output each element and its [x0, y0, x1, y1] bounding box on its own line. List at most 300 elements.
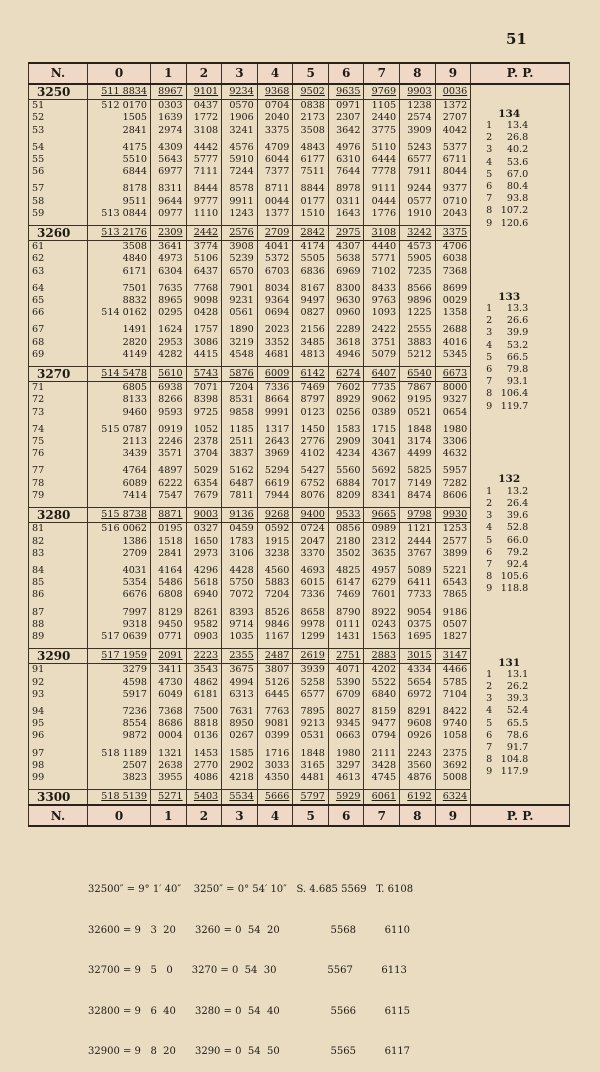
- log-value-cell: 3618: [328, 337, 364, 349]
- row-number: 77: [29, 465, 88, 477]
- log-value-cell: 5750: [222, 577, 258, 589]
- log-value-cell: 3375: [435, 226, 471, 241]
- pp-value: 26.4: [506, 497, 529, 509]
- log-value-cell: 8044: [435, 166, 471, 183]
- log-value-cell: 6407: [364, 367, 400, 382]
- log-value-cell: 5929: [328, 790, 364, 806]
- log-value-cell: 7778: [364, 166, 400, 183]
- log-value-cell: 4071: [328, 664, 364, 677]
- log-value-cell: 7867: [400, 382, 436, 395]
- log-value-cell: 5905: [400, 253, 436, 265]
- pp-digit: 3: [486, 693, 493, 705]
- table-body: [29, 84, 570, 805]
- pp-digit: 5: [486, 351, 493, 363]
- log-value-cell: 4973: [151, 253, 187, 265]
- header-cell: 4: [257, 63, 293, 84]
- log-value-cell: 5243: [400, 142, 436, 154]
- log-value-cell: 5797: [293, 790, 329, 806]
- log-value-cell: 6313: [222, 689, 258, 706]
- log-value-cell: 9903: [400, 84, 436, 100]
- log-value-cell: 5486: [151, 577, 187, 589]
- pp-digit: 1: [486, 485, 493, 497]
- log-value-cell: 2953: [151, 337, 187, 349]
- log-value-cell: 6570: [222, 266, 258, 283]
- log-value-cell: 0029: [435, 295, 471, 307]
- pp-row: [474, 583, 566, 595]
- log-value-cell: 0136: [186, 730, 222, 747]
- pp-value: 79.8: [506, 364, 529, 376]
- footer-header-cell: 2: [186, 805, 222, 826]
- log-value-cell: 5221: [435, 565, 471, 577]
- pp-row: [474, 327, 566, 339]
- pp-value: 119.7: [500, 400, 529, 412]
- log-value-cell: 3106: [222, 548, 258, 565]
- log-value-cell: 8797: [293, 394, 329, 406]
- log-value-cell: 1695: [400, 631, 436, 649]
- log-value-cell: 7501: [87, 283, 150, 295]
- log-value-cell: 9244: [400, 183, 436, 195]
- footer-header-cell: 8: [400, 805, 436, 826]
- pp-value: 107.2: [500, 205, 529, 217]
- row-number: 72: [29, 394, 88, 406]
- log-value-cell: 1980: [328, 748, 364, 760]
- log-value-cell: 8433: [364, 283, 400, 295]
- log-value-cell: 4843: [293, 142, 329, 154]
- pp-row: [474, 181, 566, 193]
- log-value-cell: 9477: [364, 718, 400, 730]
- log-value-cell: 0311: [328, 196, 364, 208]
- pp-digit: 9: [486, 400, 493, 412]
- pp-value: 13.2: [506, 485, 529, 497]
- log-value-cell: 3015: [400, 649, 436, 664]
- log-value-cell: 2375: [435, 748, 471, 760]
- log-value-cell: 4613: [328, 772, 364, 790]
- row-number: 87: [29, 607, 88, 619]
- pp-difference: 131: [498, 656, 521, 669]
- pp-value: 67.0: [506, 168, 529, 180]
- pp-row: [474, 522, 566, 534]
- log-value-cell: 8034: [257, 283, 293, 295]
- log-value-cell: 3174: [400, 436, 436, 448]
- log-value-cell: 2113: [87, 436, 150, 448]
- pp-row: [474, 754, 566, 766]
- log-value-cell: 5654: [400, 677, 436, 689]
- pp-digit: 5: [486, 717, 493, 729]
- row-number: 61: [29, 241, 88, 254]
- log-value-cell: 4415: [186, 349, 222, 367]
- log-value-cell: 515 0787: [87, 424, 150, 436]
- log-value-cell: 3642: [328, 125, 364, 142]
- log-value-cell: 3807: [257, 664, 293, 677]
- log-value-cell: 2487: [257, 649, 293, 664]
- log-value-cell: 9858: [222, 407, 258, 424]
- log-value-cell: 0531: [293, 730, 329, 747]
- log-value-cell: 0327: [186, 523, 222, 536]
- row-number: 3250: [29, 84, 88, 100]
- log-value-cell: 0044: [257, 196, 293, 208]
- log-value-cell: 6487: [222, 478, 258, 490]
- row-number: 91: [29, 664, 88, 677]
- log-value-cell: 9186: [435, 607, 471, 619]
- pp-digit: 9: [486, 766, 493, 778]
- log-value-cell: 7763: [257, 706, 293, 718]
- pp-row: [474, 401, 566, 413]
- log-value-cell: 9268: [257, 508, 293, 523]
- log-value-cell: 5825: [400, 465, 436, 477]
- log-value-cell: 3908: [222, 241, 258, 254]
- pp-row: [474, 340, 566, 352]
- pp-row: [474, 388, 566, 400]
- log-value-cell: 4307: [328, 241, 364, 254]
- log-value-cell: 5403: [186, 790, 222, 806]
- pp-value: 13.4: [506, 119, 529, 131]
- log-value-cell: 9062: [364, 394, 400, 406]
- log-value-cell: 3508: [293, 125, 329, 142]
- pp-value: 66.5: [506, 351, 529, 363]
- log-value-cell: 6222: [151, 478, 187, 490]
- log-value-cell: 7336: [293, 589, 329, 606]
- log-value-cell: 517 1959: [87, 649, 150, 664]
- row-number: 66: [29, 307, 88, 324]
- log-value-cell: 514 0162: [87, 307, 150, 324]
- footnote-line: 32900 = 9 8 20 3290 = 0 54 50 5565 6117: [88, 1046, 411, 1057]
- log-value-cell: 1563: [364, 631, 400, 649]
- row-number: 97: [29, 748, 88, 760]
- log-value-cell: 5162: [222, 465, 258, 477]
- log-value-cell: 8291: [400, 706, 436, 718]
- log-value-cell: 4499: [400, 448, 436, 465]
- pp-value: 53.2: [506, 339, 529, 351]
- proportional-parts-block: [471, 649, 570, 806]
- pp-value: 78.6: [506, 729, 529, 741]
- table-row: [29, 465, 570, 477]
- row-number: 84: [29, 565, 88, 577]
- pp-row: [474, 571, 566, 583]
- log-value-cell: 8711: [257, 183, 293, 195]
- pp-digit: 5: [486, 534, 493, 546]
- log-value-cell: 4149: [87, 349, 150, 367]
- pp-value: 39.6: [506, 510, 529, 522]
- log-value-cell: 7895: [293, 706, 329, 718]
- log-value-cell: 0903: [186, 631, 222, 649]
- pp-value: 93.1: [506, 376, 529, 388]
- log-value-cell: 5258: [293, 677, 329, 689]
- pp-row: [474, 352, 566, 364]
- log-value-cell: 1776: [364, 208, 400, 226]
- log-value-cell: 8554: [87, 718, 150, 730]
- log-value-cell: 9213: [293, 718, 329, 730]
- log-value-cell: 5212: [400, 349, 436, 367]
- log-value-cell: 2243: [400, 748, 436, 760]
- log-value-cell: 1386: [87, 536, 150, 548]
- pp-value: 40.2: [506, 144, 529, 156]
- log-value-cell: 6673: [435, 367, 471, 382]
- log-value-cell: 2507: [87, 760, 150, 772]
- log-value-cell: 1915: [257, 536, 293, 548]
- log-value-cell: 512 0170: [87, 100, 150, 113]
- log-value-cell: 2047: [293, 536, 329, 548]
- log-value-cell: 6938: [151, 382, 187, 395]
- log-value-cell: 1110: [186, 208, 222, 226]
- log-value-cell: 518 5139: [87, 790, 150, 806]
- log-value-cell: 8978: [328, 183, 364, 195]
- log-value-cell: 5522: [364, 677, 400, 689]
- log-value-cell: 7244: [222, 166, 258, 183]
- log-value-cell: 1105: [364, 100, 400, 113]
- header-cell: 5: [293, 63, 329, 84]
- log-value-cell: 4598: [87, 677, 150, 689]
- log-value-cell: 5239: [222, 253, 258, 265]
- log-value-cell: 3767: [400, 548, 436, 565]
- log-value-cell: 4442: [186, 142, 222, 154]
- log-value-cell: 2246: [151, 436, 187, 448]
- pp-row: [474, 120, 566, 132]
- log-value-cell: 9318: [87, 619, 150, 631]
- log-value-cell: 5666: [257, 790, 293, 806]
- log-value-cell: 0654: [435, 407, 471, 424]
- log-value-cell: 4681: [257, 349, 293, 367]
- row-number: 98: [29, 760, 88, 772]
- log-value-cell: 3375: [257, 125, 293, 142]
- log-value-cell: 5560: [328, 465, 364, 477]
- log-value-cell: 4560: [257, 565, 293, 577]
- pp-value: 26.8: [506, 132, 529, 144]
- pp-digit: 1: [486, 668, 493, 680]
- log-value-cell: 8129: [151, 607, 187, 619]
- log-value-cell: 9872: [87, 730, 150, 747]
- log-value-cell: 2355: [222, 649, 258, 664]
- log-value-cell: 7282: [435, 478, 471, 490]
- log-value-cell: 4309: [151, 142, 187, 154]
- pp-value: 106.4: [500, 388, 529, 400]
- log-value-cell: 3165: [293, 760, 329, 772]
- log-value-cell: 4334: [400, 664, 436, 677]
- log-value-cell: 8686: [151, 718, 187, 730]
- pp-digit: 2: [486, 315, 493, 327]
- log-value-cell: 2309: [151, 226, 187, 241]
- log-value-cell: 5785: [435, 677, 471, 689]
- pp-value: 120.6: [500, 217, 529, 229]
- row-number: 65: [29, 295, 88, 307]
- log-value-cell: 4174: [293, 241, 329, 254]
- log-value-cell: 6676: [87, 589, 150, 606]
- log-value-cell: 5883: [257, 577, 293, 589]
- pp-row: [474, 169, 566, 181]
- log-value-cell: 2709: [87, 548, 150, 565]
- log-value-cell: 1783: [222, 536, 258, 548]
- log-value-cell: 0177: [293, 196, 329, 208]
- log-value-cell: 7733: [400, 589, 436, 606]
- pp-digit: 8: [486, 205, 493, 217]
- log-value-cell: 6015: [293, 577, 329, 589]
- log-value-cell: 8209: [328, 490, 364, 508]
- log-value-cell: 4946: [328, 349, 364, 367]
- header-cell: 1: [151, 63, 187, 84]
- log-value-cell: 4730: [151, 677, 187, 689]
- row-number: 82: [29, 536, 88, 548]
- log-value-cell: 6437: [186, 266, 222, 283]
- pp-row: [474, 510, 566, 522]
- log-value-cell: 6274: [328, 367, 364, 382]
- log-value-cell: 1848: [400, 424, 436, 436]
- log-value-cell: 5743: [186, 367, 222, 382]
- pp-row: [474, 486, 566, 498]
- log-value-cell: 3219: [222, 337, 258, 349]
- row-number: 63: [29, 266, 88, 283]
- pp-digit: 2: [486, 681, 493, 693]
- log-value-cell: 5910: [222, 154, 258, 166]
- log-value-cell: 8844: [293, 183, 329, 195]
- log-value-cell: 3147: [435, 649, 471, 664]
- log-value-cell: 0036: [435, 84, 471, 100]
- pp-value: 93.8: [506, 193, 529, 205]
- pp-digit: 4: [486, 339, 493, 351]
- log-value-cell: 3033: [257, 760, 293, 772]
- log-value-cell: 1827: [435, 631, 471, 649]
- footer-header-cell: 7: [364, 805, 400, 826]
- log-value-cell: 1583: [328, 424, 364, 436]
- log-value-cell: 7469: [328, 589, 364, 606]
- log-value-cell: 8531: [222, 394, 258, 406]
- pp-digit: 5: [486, 168, 493, 180]
- log-value-cell: 5110: [364, 142, 400, 154]
- row-number: 76: [29, 448, 88, 465]
- pp-value: 117.9: [500, 766, 529, 778]
- log-value-cell: 8311: [151, 183, 187, 195]
- proportional-parts-block: [471, 283, 570, 466]
- log-value-cell: 4234: [328, 448, 364, 465]
- log-value-cell: 1121: [400, 523, 436, 536]
- log-value-cell: 5377: [435, 142, 471, 154]
- log-value-cell: 9234: [222, 84, 258, 100]
- log-value-cell: 7072: [222, 589, 258, 606]
- log-value-cell: 1167: [257, 631, 293, 649]
- pp-digit: 2: [486, 497, 493, 509]
- footer-header-cell: N.: [29, 805, 88, 826]
- pp-digit: 7: [486, 376, 493, 388]
- log-value-cell: 5079: [364, 349, 400, 367]
- log-value-cell: 7017: [364, 478, 400, 490]
- log-value-cell: 5271: [151, 790, 187, 806]
- log-value-cell: 4862: [186, 677, 222, 689]
- pp-row: [474, 535, 566, 547]
- log-value-cell: 4481: [293, 772, 329, 790]
- log-value-cell: 1317: [257, 424, 293, 436]
- log-value-cell: 8076: [293, 490, 329, 508]
- log-value-cell: 3352: [257, 337, 293, 349]
- log-value-cell: 9630: [328, 295, 364, 307]
- log-value-cell: 4693: [293, 565, 329, 577]
- log-value-cell: 8832: [87, 295, 150, 307]
- log-value-cell: 9930: [435, 508, 471, 523]
- log-value-cell: 4296: [186, 565, 222, 577]
- log-value-cell: 2444: [400, 536, 436, 548]
- log-value-cell: 6354: [186, 478, 222, 490]
- log-value-cell: 6703: [257, 266, 293, 283]
- pp-digit: 8: [486, 388, 493, 400]
- log-value-cell: 8818: [186, 718, 222, 730]
- row-number: 83: [29, 548, 88, 565]
- log-value-cell: 3502: [328, 548, 364, 565]
- log-value-cell: 4428: [222, 565, 258, 577]
- log-value-cell: 0856: [328, 523, 364, 536]
- log-value-cell: 3041: [364, 436, 400, 448]
- row-number: 67: [29, 324, 88, 336]
- log-value-cell: 8526: [257, 607, 293, 619]
- log-value-cell: 7111: [186, 166, 222, 183]
- pp-row: [474, 730, 566, 742]
- pp-row: [474, 547, 566, 559]
- log-value-cell: 6038: [435, 253, 471, 265]
- log-value-cell: 9400: [293, 508, 329, 523]
- log-value-cell: 2422: [364, 324, 400, 336]
- log-value-cell: 8965: [151, 295, 187, 307]
- log-value-cell: 4764: [87, 465, 150, 477]
- pp-digit: 7: [486, 558, 493, 570]
- row-number: 3300: [29, 790, 88, 806]
- pp-value: 92.4: [506, 558, 529, 570]
- log-value-cell: 3560: [400, 760, 436, 772]
- log-value-cell: 3969: [257, 448, 293, 465]
- log-value-cell: 0399: [257, 730, 293, 747]
- footnote-line: 32600 = 9 3 20 3260 = 0 54 20 5568 6110: [88, 924, 411, 936]
- log-value-cell: 4175: [87, 142, 150, 154]
- log-value-cell: 1980: [435, 424, 471, 436]
- log-value-cell: 4466: [435, 664, 471, 677]
- pp-value: 39.3: [506, 693, 529, 705]
- log-value-cell: 4573: [400, 241, 436, 254]
- log-value-cell: 0521: [400, 407, 436, 424]
- pp-digit: 3: [486, 327, 493, 339]
- footer-header-cell: 1: [151, 805, 187, 826]
- row-number: 56: [29, 166, 88, 183]
- log-value-cell: 9098: [186, 295, 222, 307]
- log-value-cell: 9798: [400, 508, 436, 523]
- log-value-cell: 9763: [364, 295, 400, 307]
- log-value-cell: 3823: [87, 772, 150, 790]
- pp-row: [474, 144, 566, 156]
- log-value-cell: 4016: [435, 337, 471, 349]
- log-value-cell: 4042: [435, 125, 471, 142]
- log-value-cell: 3883: [400, 337, 436, 349]
- log-value-cell: 1848: [293, 748, 329, 760]
- log-value-cell: 1035: [222, 631, 258, 649]
- log-value-cell: 9327: [435, 394, 471, 406]
- pp-value: 104.8: [500, 754, 529, 766]
- log-value-cell: 8929: [328, 394, 364, 406]
- row-number: 64: [29, 283, 88, 295]
- row-number: 93: [29, 689, 88, 706]
- row-number: 96: [29, 730, 88, 747]
- log-value-cell: 7235: [400, 266, 436, 283]
- log-value-cell: 7602: [328, 382, 364, 395]
- pp-digit: 9: [486, 583, 493, 595]
- pp-row: [474, 364, 566, 376]
- log-value-cell: 2442: [186, 226, 222, 241]
- log-value-cell: 4876: [400, 772, 436, 790]
- log-value-cell: 9978: [293, 619, 329, 631]
- log-value-cell: 2576: [222, 226, 258, 241]
- log-value-cell: 511 8834: [87, 84, 150, 100]
- log-value-cell: 1299: [293, 631, 329, 649]
- log-value-cell: 1890: [222, 324, 258, 336]
- log-value-cell: 0570: [222, 100, 258, 113]
- log-value-cell: 8664: [257, 394, 293, 406]
- log-value-cell: 3543: [186, 664, 222, 677]
- row-number: 68: [29, 337, 88, 349]
- pp-value: 53.6: [506, 156, 529, 168]
- row-number: 78: [29, 478, 88, 490]
